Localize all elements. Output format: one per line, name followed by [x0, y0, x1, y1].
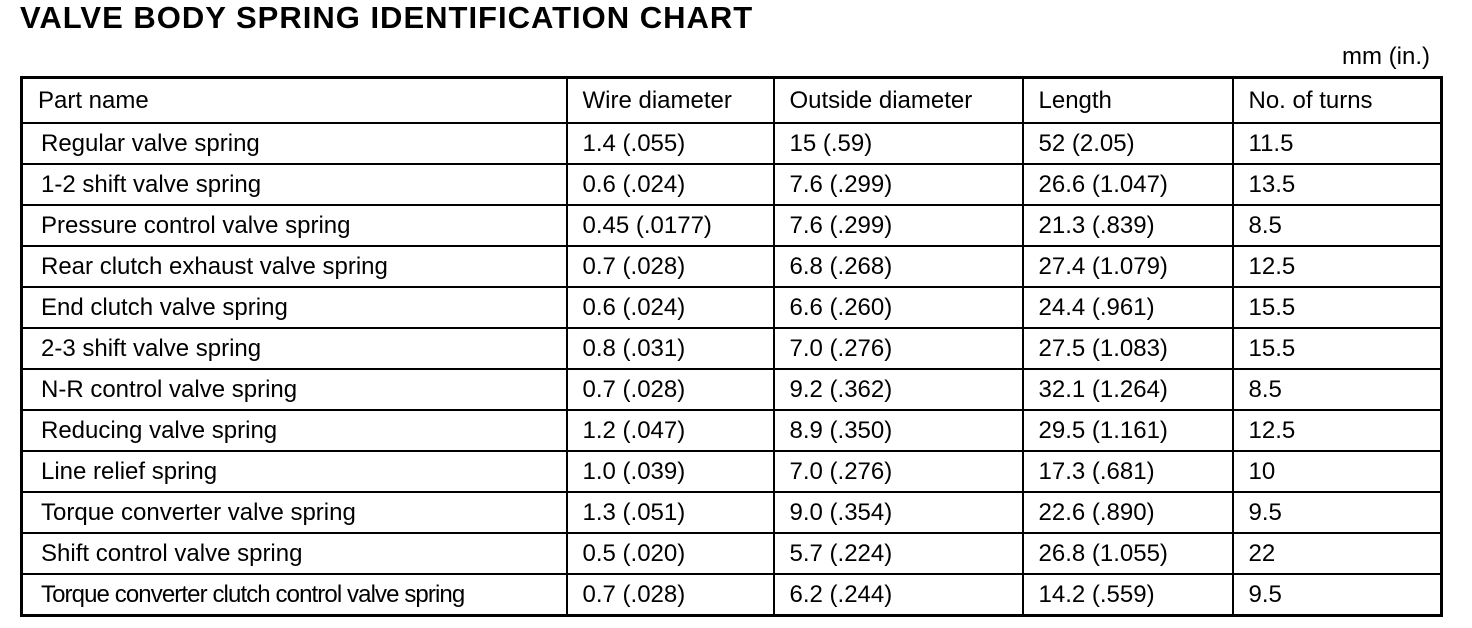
cell-length: 26.6 (1.047) [1023, 164, 1233, 205]
units-label: mm (in.) [1342, 43, 1430, 70]
table-row [22, 451, 1442, 492]
header-length: Length [1023, 78, 1233, 124]
cell-part-name: Line relief spring [22, 451, 567, 492]
cell-length: 14.2 (.559) [1023, 574, 1233, 616]
cell-wire-diameter: 0.8 (.031) [567, 328, 774, 369]
cell-no-of-turns: 15.5 [1233, 328, 1442, 369]
cell-no-of-turns: 8.5 [1233, 205, 1442, 246]
cell-length: 22.6 (.890) [1023, 492, 1233, 533]
cell-length: 17.3 (.681) [1023, 451, 1233, 492]
cell-no-of-turns: 12.5 [1233, 410, 1442, 451]
cell-no-of-turns: 12.5 [1233, 246, 1442, 287]
cell-wire-diameter: 0.45 (.0177) [567, 205, 774, 246]
cell-wire-diameter: 1.3 (.051) [567, 492, 774, 533]
chart-title: VALVE BODY SPRING IDENTIFICATION CHART [20, 0, 754, 35]
cell-no-of-turns: 13.5 [1233, 164, 1442, 205]
cell-length: 24.4 (.961) [1023, 287, 1233, 328]
cell-part-name: Rear clutch exhaust valve spring [22, 246, 567, 287]
cell-no-of-turns: 10 [1233, 451, 1442, 492]
table-row [22, 246, 1442, 287]
table-row [22, 574, 1442, 616]
cell-length: 27.4 (1.079) [1023, 246, 1233, 287]
cell-outside-diameter: 7.6 (.299) [774, 164, 1023, 205]
cell-part-name: N-R control valve spring [22, 369, 567, 410]
cell-part-name: Torque converter clutch control valve spring [22, 574, 567, 616]
table-row [22, 123, 1442, 164]
cell-outside-diameter: 7.6 (.299) [774, 205, 1023, 246]
table-row [22, 369, 1442, 410]
cell-outside-diameter: 9.2 (.362) [774, 369, 1023, 410]
cell-length: 27.5 (1.083) [1023, 328, 1233, 369]
cell-outside-diameter: 6.6 (.260) [774, 287, 1023, 328]
cell-length: 32.1 (1.264) [1023, 369, 1233, 410]
table-row [22, 164, 1442, 205]
cell-outside-diameter: 6.2 (.244) [774, 574, 1023, 616]
cell-no-of-turns: 9.5 [1233, 492, 1442, 533]
cell-part-name: Pressure control valve spring [22, 205, 567, 246]
cell-length: 52 (2.05) [1023, 123, 1233, 164]
cell-no-of-turns: 9.5 [1233, 574, 1442, 616]
cell-no-of-turns: 15.5 [1233, 287, 1442, 328]
cell-wire-diameter: 0.6 (.024) [567, 164, 774, 205]
table-row [22, 533, 1442, 574]
spring-spec-table [20, 76, 1443, 617]
cell-wire-diameter: 1.2 (.047) [567, 410, 774, 451]
table-row [22, 328, 1442, 369]
cell-wire-diameter: 1.0 (.039) [567, 451, 774, 492]
cell-wire-diameter: 0.7 (.028) [567, 369, 774, 410]
cell-length: 29.5 (1.161) [1023, 410, 1233, 451]
cell-part-name: End clutch valve spring [22, 287, 567, 328]
cell-outside-diameter: 15 (.59) [774, 123, 1023, 164]
cell-part-name: Regular valve spring [22, 123, 567, 164]
cell-length: 21.3 (.839) [1023, 205, 1233, 246]
cell-outside-diameter: 9.0 (.354) [774, 492, 1023, 533]
cell-outside-diameter: 7.0 (.276) [774, 328, 1023, 369]
cell-wire-diameter: 0.7 (.028) [567, 246, 774, 287]
cell-part-name: Shift control valve spring [22, 533, 567, 574]
header-no-of-turns: No. of turns [1233, 78, 1442, 124]
cell-no-of-turns: 8.5 [1233, 369, 1442, 410]
cell-part-name: Torque converter valve spring [22, 492, 567, 533]
cell-no-of-turns: 22 [1233, 533, 1442, 574]
cell-outside-diameter: 6.8 (.268) [774, 246, 1023, 287]
header-part-name: Part name [22, 78, 567, 124]
cell-outside-diameter: 8.9 (.350) [774, 410, 1023, 451]
cell-wire-diameter: 0.6 (.024) [567, 287, 774, 328]
table-row [22, 410, 1442, 451]
table-row [22, 492, 1442, 533]
cell-length: 26.8 (1.055) [1023, 533, 1233, 574]
table-row [22, 287, 1442, 328]
table-header-row [22, 78, 1442, 124]
cell-wire-diameter: 0.7 (.028) [567, 574, 774, 616]
cell-part-name: Reducing valve spring [22, 410, 567, 451]
cell-part-name: 2-3 shift valve spring [22, 328, 567, 369]
cell-wire-diameter: 0.5 (.020) [567, 533, 774, 574]
cell-part-name: 1-2 shift valve spring [22, 164, 567, 205]
header-outside-diameter: Outside diameter [774, 78, 1023, 124]
cell-no-of-turns: 11.5 [1233, 123, 1442, 164]
header-wire-diameter: Wire diameter [567, 78, 774, 124]
cell-wire-diameter: 1.4 (.055) [567, 123, 774, 164]
table-row [22, 205, 1442, 246]
cell-outside-diameter: 5.7 (.224) [774, 533, 1023, 574]
cell-outside-diameter: 7.0 (.276) [774, 451, 1023, 492]
